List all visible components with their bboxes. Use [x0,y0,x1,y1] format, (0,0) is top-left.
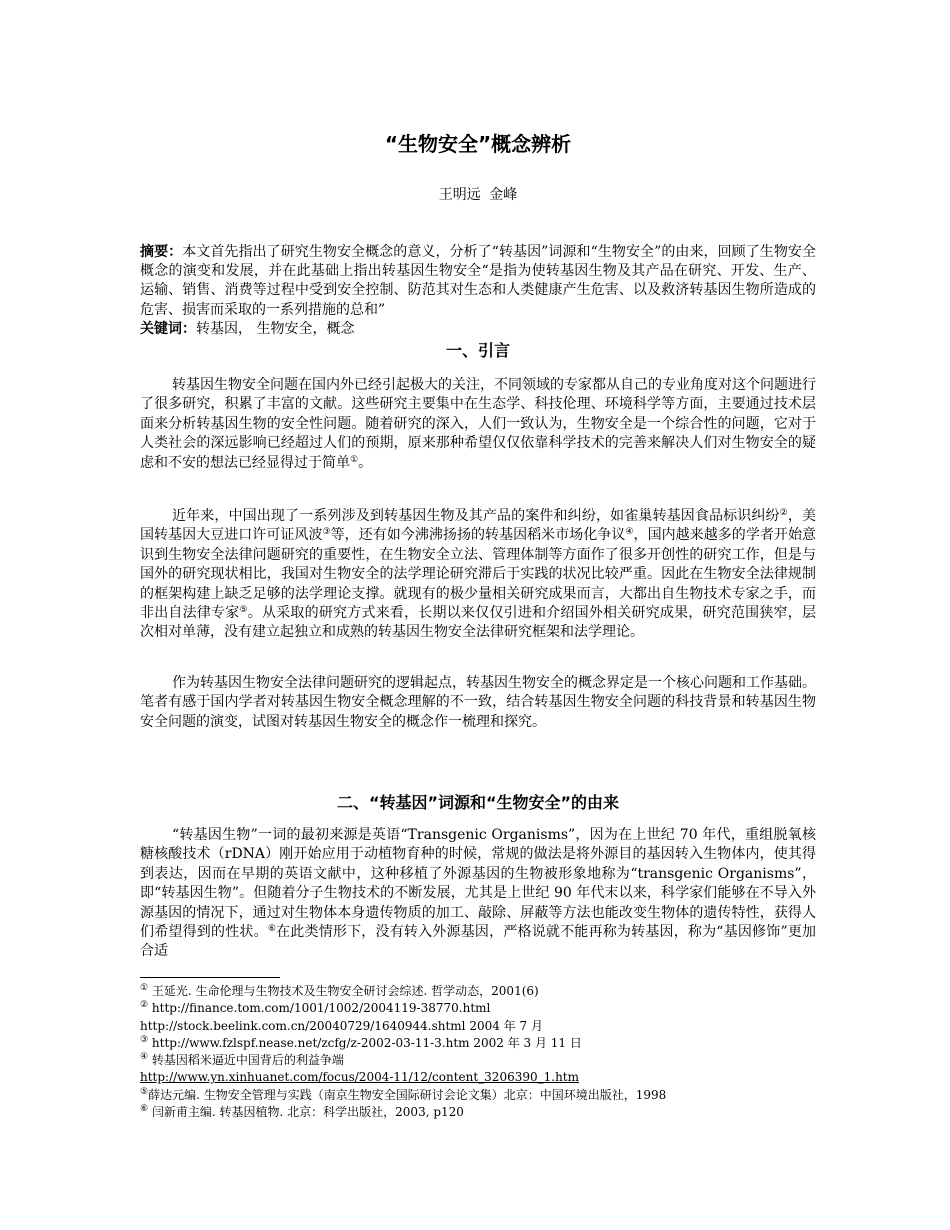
abstract [140,243,816,320]
paragraph: 作为转基因生物安全法律问题研究的逻辑起点，转基因生物安全的概念界定是一个核心问题和工作基础。笔者有感于国内学者对转基因生物安全概念理解的不一致，结合转基因生物安全问题的科技背景和转基因生物安全问题的演变，试图对转基因生物安全的概念作一梳理和探究。 [140,675,816,730]
abstract-label: 摘要： [140,244,183,260]
keywords-text: 转基因， 生物安全，概念 [196,321,355,337]
footnote-ref[interactable]: ⑥ [267,924,277,935]
footnote-link[interactable]: http://finance.tom.com/1001/1002/2004119-38770.html [151,1001,491,1016]
footnote-divider [140,977,280,978]
section-heading-etymology: 二、“转基因”词源和“生物安全”的由来 [336,793,620,812]
footnote: ⑥ 闫新甫主编. 转基因植物. 北京：科学出版社，2003, p120 [140,1104,464,1120]
footnotes [140,983,816,1121]
footnote-ref[interactable]: ① [350,454,359,465]
paragraph: “转基因生物”一词的最初来源是英语“Transgenic Organisms”，因为在上世纪 70 年代，重组脱氧核糖核酸技术（rDNA）刚开始应用于动植物育种的时候，常规的做法是将外源目的基因转入生物体内，使其得到表达，因而在早期的英语文献中，这种移植了外源基因的生物被形象地称为“transgenic Organisms”，即“转基因生物”。但随着分子生物技术的不断发展，尤其是上世纪 90 年代末以来，科学家们能够在不导入外源基因的情况下，通过对生物体本身遗传物质的加工、敲除、屏蔽等方法也能改变生物体的遗传特性，获得人们希望得到的性状。⑥在此类情形下，没有转入外源基因，严格说就不能再称为转基因，称为“基因修饰”更加合适 [140,827,817,960]
footnote: ⑤薛达元编. 生物安全管理与实践（南京生物安全国际研讨会论文集）北京：中国环境出版社，1998 [140,1086,667,1102]
keywords [140,320,816,339]
footnote: ③ http://www.fzlspf.nease.net/zcfg/z-2002-03-11-3.htm 2002 年 3 月 11 日 [140,1034,582,1050]
footnote-link[interactable]: http://stock.beelink.com.cn/20040729/1640944.shtml 2004 年 7 月 [140,1018,543,1033]
footnote-ref[interactable]: ② [779,508,788,518]
keywords-label: 关键词： [140,321,196,337]
footnote: ① 王延光. 生命伦理与生物技术及生物安全研讨会综述. 哲学动态，2001(6) [140,983,539,998]
footnote-ref[interactable]: ④ [625,527,634,538]
paragraph: 转基因生物安全问题在国内外已经引起极大的关注，不同领域的专家都从自己的专业角度对这个问题进行了很多研究，积累了丰富的文献。这些研究主要集中在生态学、科技伦理、环境科学等方面，主要通过技术层面来分析转基因生物的安全性问题。随着研究的深入，人们一致认为，生物安全是一个综合性的问题，它对于人类社会的深远影响已经超过人们的预期，原来那种希望仅仅依靠科学技术的完善来解决人们对生物安全的疑虑和不安的想法已经显得过于简单①。 [140,377,816,471]
page-title: “生物安全”概念辨析 [384,132,572,156]
footnote-link[interactable]: http://www.yn.xinhuanet.com/focus/2004-11/12/content_3206390_1.htm [140,1070,579,1085]
footnote [140,1018,816,1035]
footnote-link[interactable]: http://www.fzlspf.nease.net/zcfg/z-2002-03-11-3.htm 2002 年 3 月 11 日 [151,1035,582,1050]
footnote-ref[interactable]: ⑤ [239,605,248,616]
footnote: ④ 转基因稻米逼近中国背后的利益争端 [140,1052,344,1068]
section-heading-introduction: 一、引言 [445,341,510,360]
abstract-text: 本文首先指出了研究生物安全概念的意义，分析了“转基因”词源和“生物安全”的由来，回顾了生物安全概念的演变和发展，并在此基础上指出转基因生物安全“是指为使转基因生物及其产品在研究、开发、生产、运输、销售、消费等过程中受到安全控制、防范其对生态和人类健康产生危害、以及救济转基因生物所造成的危害、损害而采取的一系列措施的总和” [140,244,816,318]
footnote [140,1069,816,1086]
footnote-ref[interactable]: ③ [322,527,331,538]
authors: 王明远 金峰 [438,187,518,203]
paragraph: 近年来，中国出现了一系列涉及到转基因生物及其产品的案件和纠纷，如雀巢转基因食品标识纠纷②，美国转基因大豆进口许可证风波③等，还有如今沸沸扬扬的转基因稻米市场化争议④，国内越来越多的学者开始意识到生物安全法律问题研究的重要性，在生物安全立法、管理体制等方面作了很多开创性的研究工作，但是与国外的研究现状相比，我国对生物安全的法学理论研究滞后于实践的状况比较严重。因此在生物安全法律规制的框架构建上缺乏足够的法学理论支撑。就现有的极少量相关研究成果而言，大都出自生物技术专家之手，而非出自法律专家⑤。从采取的研究方式来看，长期以来仅仅引进和介绍国外相关研究成果，研究范围狭窄，层次相对单薄，没有建立起独立和成熟的转基因生物安全法律研究框架和法学理论。 [140,508,816,641]
footnote: ② http://finance.tom.com/1001/1002/2004119-38770.html [140,1000,491,1016]
